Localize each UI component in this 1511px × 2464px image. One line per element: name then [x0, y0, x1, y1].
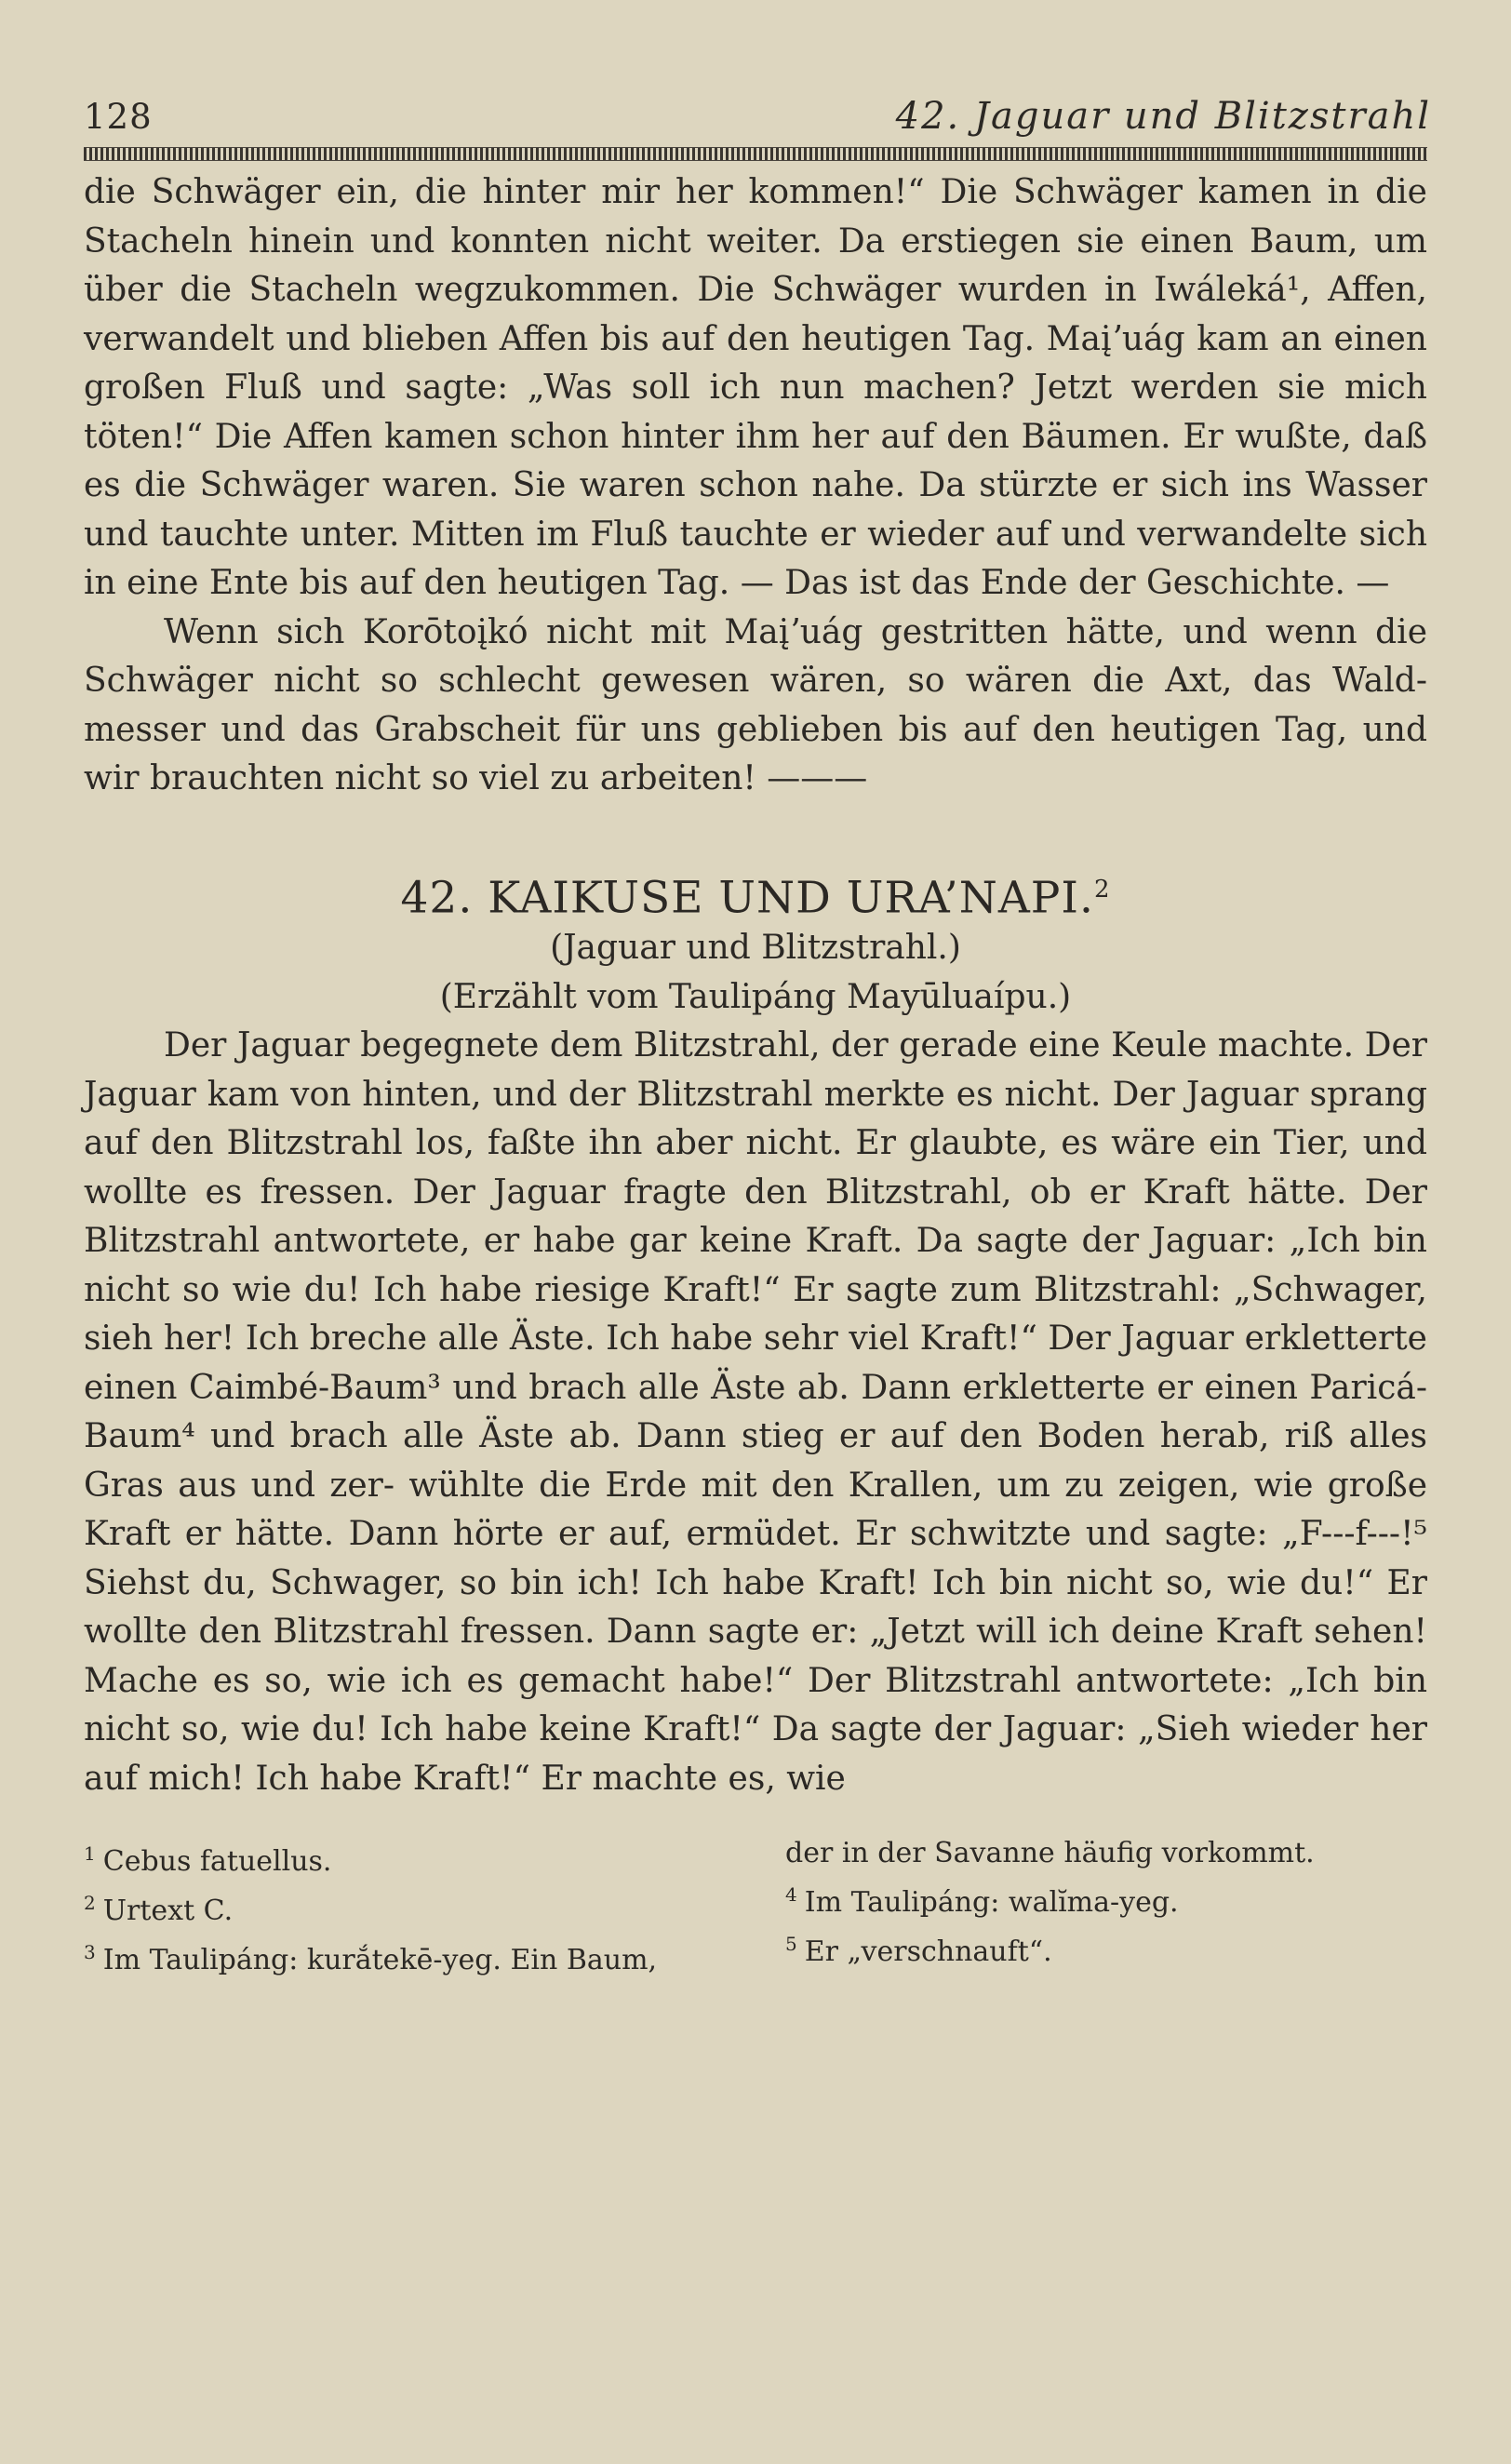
chapter-subtitle: (Jaguar und Blitzstrahl.)	[550, 929, 961, 968]
chapter-title	[84, 864, 1427, 925]
footnote	[84, 1833, 754, 1882]
text-line: „Sieh wieder her auf mich! Ich habe Kraft!“ Er machte es, wie	[84, 1710, 1427, 1798]
text-line: Der Jaguar begegnete dem Blitzstrahl, der gerade eine Keule machte.	[164, 1026, 1355, 1065]
page-number: 128	[84, 97, 153, 137]
book-page	[84, 93, 1431, 1981]
footnote	[785, 1923, 1427, 1973]
footnote-text: Er „verschnauft“.	[804, 1935, 1052, 1969]
footnote	[84, 1882, 754, 1932]
footnote-text: Im Taulipáng: kurắtekē-yeg. Ein Baum,	[102, 1944, 658, 1977]
chapter-narrator: (Erzählt vom Taulipáng Mayūluaípu.)	[439, 977, 1072, 1016]
body-text	[84, 168, 1427, 1803]
text-line: habe sehr viel Kraft!“ Der Jaguar erkletterte einen Caimbé-Baum³ und	[84, 1319, 1427, 1407]
text-line: stürzte er sich ins Wasser und tauchte unter. Mitten im Fluß tauchte er	[84, 466, 1427, 554]
text-line: Schwäger nicht so schlecht gewesen wären, so wären die Axt, das Wald-	[84, 662, 1427, 700]
footnote-mark: 1	[84, 1842, 96, 1866]
chapter-title-note: 2	[1093, 875, 1111, 904]
footnote-text: Cebus fatuellus.	[102, 1845, 332, 1879]
footnote-mark: 4	[785, 1883, 797, 1907]
footnote	[84, 1932, 754, 1981]
footnotes-left-column	[84, 1833, 754, 1981]
text-line: und wir brauchten nicht so viel zu arbeiten! ———	[84, 710, 1427, 797]
chapter-paragraph	[84, 1022, 1427, 1803]
text-line: sagte zum Blitzstrahl: „Schwager, sieh her! Ich breche alle Äste. Ich	[84, 1270, 1428, 1359]
footnote-text: der in der Savanne häufig vorkommt.	[785, 1837, 1315, 1870]
footnote	[785, 1874, 1427, 1923]
chapter-title-text: 42. KAIKUSE UND URA’NAPI.	[400, 872, 1094, 924]
footnote-continuation	[785, 1833, 1427, 1874]
text-line: wieder auf und verwandelte sich in eine Ente bis auf den heutigen Tag.	[84, 515, 1428, 602]
text-line: sehen! Mache es so, wie ich es gemacht habe!“ Der Blitzstrahl antwortete:	[84, 1613, 1427, 1700]
text-line: er Kraft hätte. Der Blitzstrahl antwortete, er habe gar keine Kraft. Da	[84, 1172, 1427, 1261]
text-line: wäre ein Tier, und wollte es fressen. Der Jaguar fragte den Blitzstrahl, ob	[84, 1124, 1427, 1212]
footnote-mark: 5	[785, 1933, 797, 1956]
text-line: Äste ab. Dann stieg er auf den Boden herab, riß alles Gras aus und zer-	[84, 1417, 1427, 1505]
text-line: — Das ist das Ende der Geschichte. —	[740, 564, 1390, 602]
text-line: „Ich bin nicht so, wie du! Ich habe keine Kraft!“ Da sagte der Jaguar:	[84, 1661, 1427, 1749]
text-line: kam an einen großen Fluß und sagte: „Was soll ich nun machen? Jetzt	[84, 319, 1427, 407]
text-line: Jaguar sprang auf den Blitzstrahl los, faßte ihn aber nicht. Er glaubte, es	[84, 1075, 1427, 1163]
story-end-paragraph	[84, 168, 1427, 609]
text-line: die Stacheln hinein und konnten nicht weiter. Da erstiegen sie einen Baum,	[84, 173, 1427, 261]
footnote-mark: 2	[84, 1892, 96, 1915]
footnotes	[84, 1833, 1427, 1981]
text-line: Bäumen. Er wußte, daß es die Schwäger waren. Sie waren schon nahe. Da	[84, 417, 1427, 504]
text-line: brach alle Äste ab. Dann erkletterte er einen Paricá-Baum⁴ und brach alle	[84, 1368, 1427, 1456]
text-line: Dann hörte er auf, ermüdet. Er schwitzte und sagte: „F---f---!⁵ Siehst	[84, 1515, 1427, 1602]
section-spacer	[84, 804, 1427, 864]
footnotes-right-column	[785, 1833, 1427, 1981]
text-line: Wenn sich Korōtoįkó nicht mit Maįʼuág gestritten hätte, und wenn die	[164, 612, 1427, 651]
footnote-text: Im Taulipáng: walĭma-yeg.	[804, 1886, 1179, 1920]
text-line: Affen, verwandelt und blieben Affen bis auf den heutigen Tag. Maįʼuág	[84, 271, 1427, 358]
text-line: die Schwäger ein, die hinter mir her kommen!“ Die Schwäger kamen in	[84, 173, 1360, 211]
text-line: messer und das Grabscheit für uns geblieben bis auf den heutigen Tag,	[84, 710, 1348, 749]
text-line: um über die Stacheln wegzukommen. Die Schwäger wurden in Iwáleká¹,	[84, 221, 1428, 309]
running-head	[84, 93, 1431, 143]
header-rule	[84, 147, 1427, 161]
text-line: wollte den Blitzstrahl fressen. Dann sagte er: „Jetzt will ich deine Kraft	[84, 1613, 1303, 1652]
text-line: wühlte die Erde mit den Krallen, um zu zeigen, wie große Kraft er hätte.	[84, 1466, 1428, 1554]
text-line: Der Jaguar kam von hinten, und der Blitzstrahl merkte es nicht. Der	[84, 1026, 1427, 1114]
footnote-text: Urtext C.	[102, 1895, 234, 1928]
text-line: sagte der Jaguar: „Ich bin nicht so wie du! Ich habe riesige Kraft!“ Er	[84, 1222, 1427, 1309]
text-line: du, Schwager, so bin ich! Ich habe Kraft! Ich bin nicht so, wie du!“ Er	[203, 1563, 1428, 1602]
running-title: 42. Jaguar und Blitzstrahl	[895, 95, 1431, 138]
closing-paragraph	[84, 609, 1427, 804]
footnote-mark: 3	[84, 1941, 96, 1964]
text-line: werden sie mich töten!“ Die Affen kamen schon hinter ihm her auf den	[84, 368, 1427, 456]
